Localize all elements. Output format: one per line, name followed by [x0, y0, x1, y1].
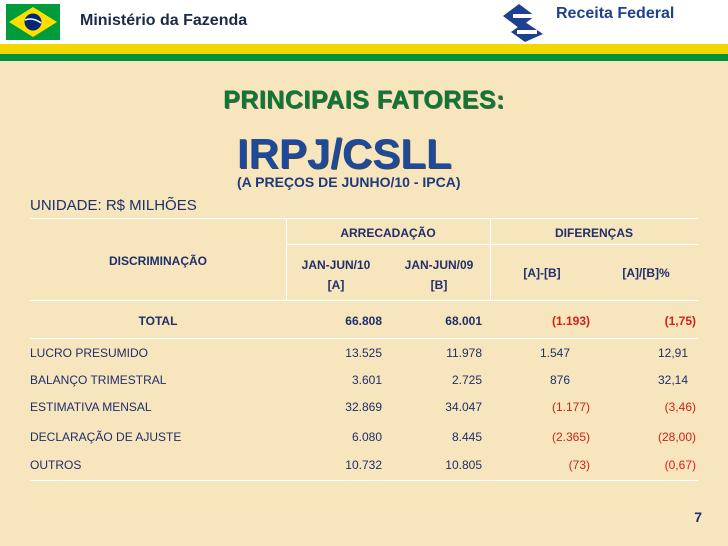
table-top-border [30, 218, 698, 219]
header-bottom-border [30, 300, 698, 301]
total-col-pct: (1,75) [664, 314, 696, 328]
row-label: OUTROS [30, 458, 82, 472]
table-bottom-border [30, 480, 698, 481]
row-col-b: 34.047 [445, 400, 482, 414]
header-col-a-code: [A] [327, 278, 345, 292]
row-label: DECLARAÇÃO DE AJUSTE [30, 430, 182, 444]
slide-title: PRINCIPAIS FATORES: [223, 86, 505, 114]
brazil-flag-icon [6, 4, 60, 40]
row-label: LUCRO PRESUMIDO [30, 346, 149, 360]
row-col-a: 3.601 [351, 373, 382, 387]
row-col-pct: 32,14 [657, 373, 688, 387]
slide-heading: IRPJ/CSLL [237, 130, 452, 177]
header-col-diff: [A]-[B] [523, 266, 561, 280]
row-col-b: 11.978 [446, 346, 482, 360]
total-label: TOTAL [138, 314, 178, 328]
row-col-pct: (28,00) [657, 430, 696, 444]
agency-name: Receita Federal [556, 5, 675, 22]
row-col-diff: 1.547 [539, 346, 570, 360]
header-col-pct: [A]/[B]% [622, 266, 670, 280]
row-label: ESTIMATIVA MENSAL [30, 400, 152, 414]
row-col-pct: (0,67) [664, 458, 696, 472]
header-diferencas: DIFERENÇAS [554, 226, 633, 240]
slide-subtitle: (A PREÇOS DE JUNHO/10 - IPCA) [237, 174, 461, 190]
total-row-border [30, 338, 698, 339]
header-col-b-code: [B] [430, 278, 448, 292]
ministry-name: Ministério da Fazenda [80, 12, 248, 29]
header-bar [0, 0, 728, 44]
header-arrecadacao: ARRECADAÇÃO [340, 226, 436, 240]
receita-federal-logo-icon [497, 2, 547, 42]
row-col-b: 8.445 [451, 430, 482, 444]
row-col-diff: 876 [549, 373, 570, 387]
unit-label: UNIDADE: R$ MILHÕES [30, 197, 197, 214]
page-number: 7 [694, 509, 702, 525]
green-stripe [0, 54, 728, 61]
total-col-diff: (1.193) [551, 314, 590, 328]
header-discriminacao: DISCRIMINAÇÃO [109, 254, 207, 268]
header-col-b-period: JAN-JUN/09 [404, 258, 474, 272]
row-col-a: 13.525 [345, 346, 382, 360]
header-col-a-period: JAN-JUN/10 [301, 258, 371, 272]
row-col-b: 2.725 [451, 373, 482, 387]
row-col-a: 10.732 [345, 458, 382, 472]
row-col-diff: (73) [568, 458, 590, 472]
row-col-diff: (2.365) [551, 430, 590, 444]
row-col-a: 6.080 [351, 430, 382, 444]
row-col-pct: (3,46) [664, 400, 696, 414]
row-col-a: 32.869 [345, 400, 382, 414]
row-label: BALANÇO TRIMESTRAL [30, 373, 167, 387]
total-col-a: 66.808 [345, 314, 382, 328]
row-col-pct: 12,91 [657, 346, 688, 360]
row-col-b: 10.805 [445, 458, 482, 472]
row-col-diff: (1.177) [551, 400, 590, 414]
group-header-divider [286, 244, 698, 245]
yellow-stripe [0, 44, 728, 54]
total-col-b: 68.001 [445, 314, 482, 328]
